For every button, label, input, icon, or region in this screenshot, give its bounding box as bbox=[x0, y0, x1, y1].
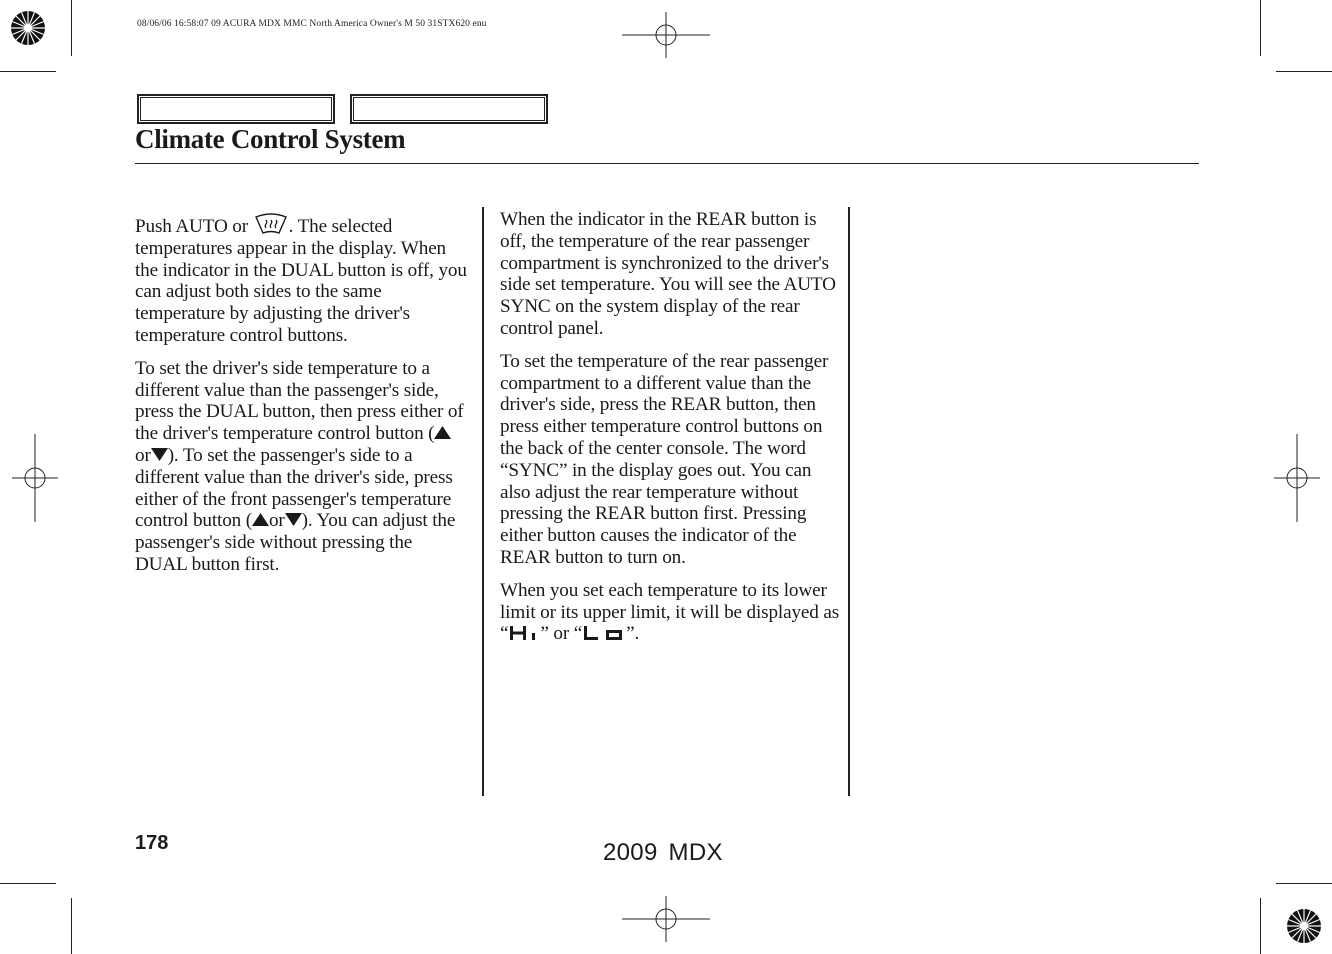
title-divider bbox=[135, 163, 1199, 164]
registration-cross-right-icon bbox=[1274, 434, 1320, 522]
paragraph: Push AUTO or . The selected temperatures appear in the display. When the indicator in the DUAL button is off, you can adjust both sides to the same temperature by adjusting the driver's temperature control buttons. bbox=[135, 211, 467, 347]
paragraph: To set the driver's side temperature to a different value than the passenger's side, press the DUAL button, then press either of the driver's temperature control button (or ). To set the passenger's side to a different value than the driver's side, press either of the front passenger's temperature control button ( or ). You can adjust the passenger's side without pressing the DUAL button first. bbox=[135, 357, 464, 575]
registration-cross-bottom-icon bbox=[622, 896, 710, 942]
registration-mark-bottom-right-icon bbox=[1276, 896, 1332, 954]
section-tab-box-2 bbox=[350, 94, 548, 124]
segment-display-lo-icon bbox=[582, 624, 626, 642]
windshield-defrost-icon bbox=[253, 211, 289, 235]
triangle-up-icon bbox=[434, 426, 451, 439]
page-number: 178 bbox=[135, 832, 169, 854]
registration-cross-top-icon bbox=[622, 12, 710, 58]
column-divider bbox=[848, 207, 850, 796]
segment-display-hi-icon bbox=[508, 624, 540, 642]
triangle-down-icon bbox=[151, 448, 168, 461]
paragraph: To set the temperature of the rear passenger compartment to a different value than the driver's side, press the REAR button, then press either temperature control buttons on the back of the center console. The word “SYNC” in the display goes out. You can also adjust the rear temperature without pressing the REAR button first. Pressing either button causes the indicator of the REAR button to turn on. bbox=[500, 350, 829, 568]
paragraph: When you set each temperature to its lower limit or its upper limit, it will be displayed as “ ” or “ ”. bbox=[500, 579, 840, 645]
footer-model-name: 2009 MDX bbox=[603, 839, 723, 866]
text-column-2 bbox=[500, 209, 840, 656]
triangle-up-icon bbox=[252, 513, 269, 526]
page-title: Climate Control System bbox=[135, 124, 406, 154]
print-header: 08/06/06 16:58:07 09 ACURA MDX MMC North America Owner's M 50 31STX620 enu bbox=[137, 19, 487, 29]
registration-mark-top-left-icon bbox=[0, 0, 80, 80]
registration-cross-left-icon bbox=[12, 434, 58, 522]
triangle-down-icon bbox=[285, 513, 302, 526]
column-divider bbox=[482, 207, 484, 796]
section-tab-box-1 bbox=[137, 94, 335, 124]
paragraph: When the indicator in the REAR button is off, the temperature of the rear passenger compartment is synchronized to the driver's side set temperature. You will see the AUTO SYNC on the system display of the rear control panel. bbox=[500, 209, 836, 339]
text-column-1 bbox=[135, 211, 467, 587]
